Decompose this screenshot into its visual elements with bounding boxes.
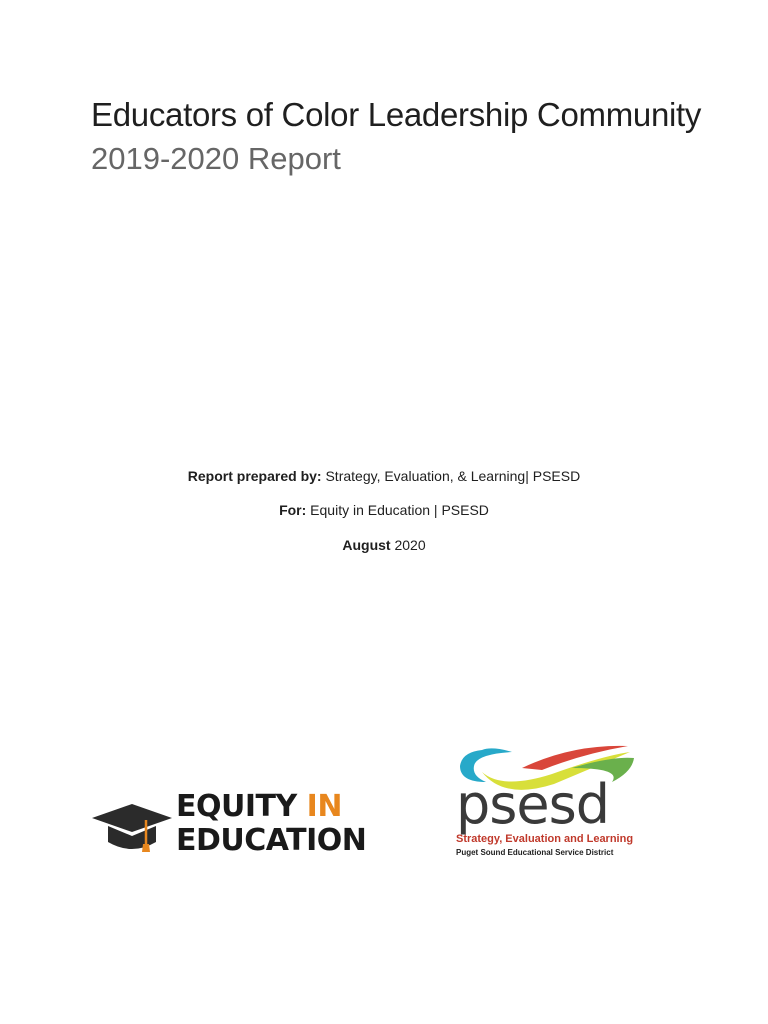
date-month: August bbox=[342, 537, 391, 553]
prepared-by-line bbox=[0, 468, 768, 484]
psesd-district-name: Puget Sound Educational Service District bbox=[456, 848, 614, 857]
equity-wordmark-line2: EDUCATION bbox=[176, 823, 367, 858]
for-line bbox=[0, 502, 768, 518]
document-title: Educators of Color Leadership Community bbox=[91, 96, 702, 133]
equity-in-education-logo bbox=[90, 790, 380, 860]
psesd-logo bbox=[452, 738, 642, 860]
psesd-wordmark: psesd bbox=[456, 773, 610, 836]
for-value: Equity in Education | PSESD bbox=[306, 502, 489, 518]
date-year: 2020 bbox=[390, 537, 426, 553]
prepared-by-value: Strategy, Evaluation, & Learning| PSESD bbox=[321, 468, 581, 484]
document-subtitle: 2019-2020 Report bbox=[91, 141, 341, 176]
graduation-cap-icon bbox=[90, 796, 174, 856]
date-line bbox=[0, 537, 768, 553]
equity-in-education-wordmark bbox=[176, 790, 366, 858]
for-label: For: bbox=[279, 502, 307, 518]
prepared-by-label: Report prepared by: bbox=[187, 468, 322, 484]
equity-wordmark-line1: EQUITY IN bbox=[176, 789, 342, 824]
psesd-tagline: Strategy, Evaluation and Learning bbox=[456, 833, 634, 845]
